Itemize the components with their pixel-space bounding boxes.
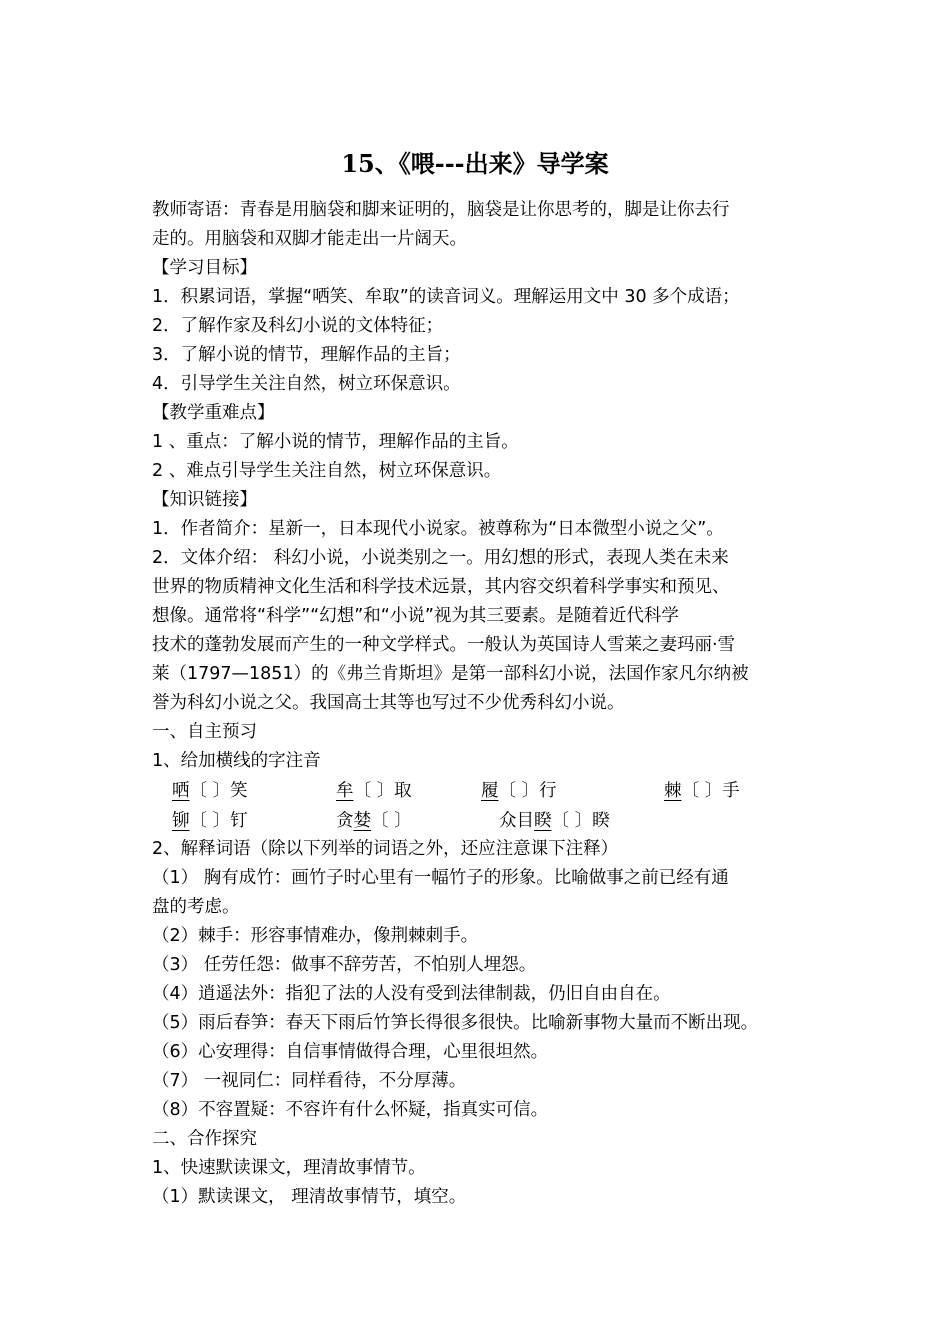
pinyin-heading: 1、给加横线的字注音 (152, 751, 321, 771)
vocab-line-9: （8）不容置疑：不容许有什么怀疑，指真实可信。 (152, 1100, 549, 1120)
genre-line-1: 2．文体介绍： 科幻小说，小说类别之一。用幻想的形式，表现人类在未来 (152, 548, 729, 568)
pinyin-item (336, 777, 412, 806)
explore-task: 1、快速默读课文，理清故事情节。 (152, 1158, 426, 1178)
goal-item-1: 1．积累词语，掌握“哂笑、牟取”的读音词义。理解运用文中 30 多个成语； (152, 287, 740, 307)
goal-item-4: 4．引导学生关注自然，树立环保意识。 (152, 374, 461, 394)
plain-char: 众目 (499, 811, 534, 831)
preview-heading: 一、自主预习 (152, 722, 257, 742)
knowledge-heading: 【知识链接】 (152, 490, 257, 510)
genre-line-3: 想像。通常将“科学”“幻想”和“小说”视为其三要素。是随着近代科学 (152, 606, 679, 626)
underlined-char: 牟 (336, 781, 354, 801)
pinyin-blank: 〔 〕笑 (189, 781, 248, 801)
underlined-char: 哂 (172, 781, 190, 801)
explore-heading: 二、合作探究 (152, 1129, 257, 1149)
pinyin-item (664, 777, 740, 806)
vocab-line-5: （4）逍遥法外：指犯了法的人没有受到法律制裁，仍旧自由自在。 (152, 984, 671, 1004)
vocab-line-3: （2）棘手：形容事情难办，像荆棘刺手。 (152, 926, 479, 946)
pinyin-blank: 〔 〕 (371, 811, 412, 831)
underlined-char: 婪 (353, 811, 371, 831)
author-intro: 1．作者简介：星新一，日本现代小说家。被尊称为“日本微型小说之父”。 (152, 519, 724, 539)
pinyin-blank: 〔 〕钉 (189, 811, 248, 831)
underlined-char: 铆 (172, 811, 190, 831)
underlined-char: 睽 (534, 811, 552, 831)
explore-subtask: （1）默读课文， 理清故事情节，填空。 (152, 1187, 467, 1207)
genre-line-6: 誉为科幻小说之父。我国高士其等也写过不少优秀科幻小说。 (152, 693, 625, 713)
pinyin-item (172, 777, 248, 806)
genre-line-4: 技术的蓬勃发展而产生的一种文学样式。一般认为英国诗人雪莱之妻玛丽·雪 (152, 635, 736, 655)
pinyin-item (172, 807, 248, 836)
pinyin-blank: 〔 〕行 (498, 781, 557, 801)
genre-line-2: 世界的物质精神文化生活和科学技术远景，其内容交织着科学事实和预见、 (152, 577, 730, 597)
page-title: 15、《喂---出来》导学案 (341, 149, 609, 178)
vocab-line-8: （7） 一视同仁：同样看待，不分厚薄。 (152, 1071, 467, 1091)
teacher-message-line-1: 教师寄语：青春是用脑袋和脚来证明的，脑袋是让你思考的，脚是让你去行 (152, 200, 730, 220)
goals-heading: 【学习目标】 (152, 258, 257, 278)
keypoint-item-2: 2 、难点引导学生关注自然，树立环保意识。 (152, 461, 502, 481)
pinyin-item (336, 807, 412, 836)
underlined-char: 棘 (664, 781, 682, 801)
plain-char: 贪 (336, 811, 354, 831)
vocab-line-7: （6）心安理得：自信事情做得合理，心里很坦然。 (152, 1042, 549, 1062)
vocab-line-4: （3） 任劳任怨：做事不辞劳苦，不怕别人埋怨。 (152, 955, 537, 975)
vocab-heading: 2、解释词语（除以下列举的词语之外，还应注意课下注释） (152, 839, 619, 859)
genre-line-5: 莱（1797—1851）的《弗兰肯斯坦》是第一部科幻小说，法国作家凡尔纳被 (152, 664, 749, 684)
teacher-message-line-2: 走的。用脑袋和双脚才能走出一片阔天。 (152, 229, 467, 249)
pinyin-blank: 〔 〕睽 (551, 811, 610, 831)
pinyin-item (481, 777, 557, 806)
underlined-char: 履 (481, 781, 499, 801)
keypoint-item-1: 1 、重点：了解小说的情节，理解作品的主旨。 (152, 432, 519, 452)
vocab-line-2: 盘的考虑。 (152, 897, 240, 917)
vocab-line-6: （5）雨后春笋：春天下雨后竹笋长得很多很快。比喻新事物大量而不断出现。 (152, 1013, 759, 1033)
keypoints-heading: 【教学重难点】 (152, 403, 275, 423)
goal-item-3: 3．了解小说的情节，理解作品的主旨； (152, 345, 461, 365)
vocab-line-1: （1） 胸有成竹：画竹子时心里有一幅竹子的形象。比喻做事之前已经有通 (152, 868, 729, 888)
pinyin-blank: 〔 〕手 (681, 781, 740, 801)
goal-item-2: 2．了解作家及科幻小说的文体特征； (152, 316, 444, 336)
pinyin-item (499, 807, 610, 836)
pinyin-blank: 〔 〕取 (353, 781, 412, 801)
